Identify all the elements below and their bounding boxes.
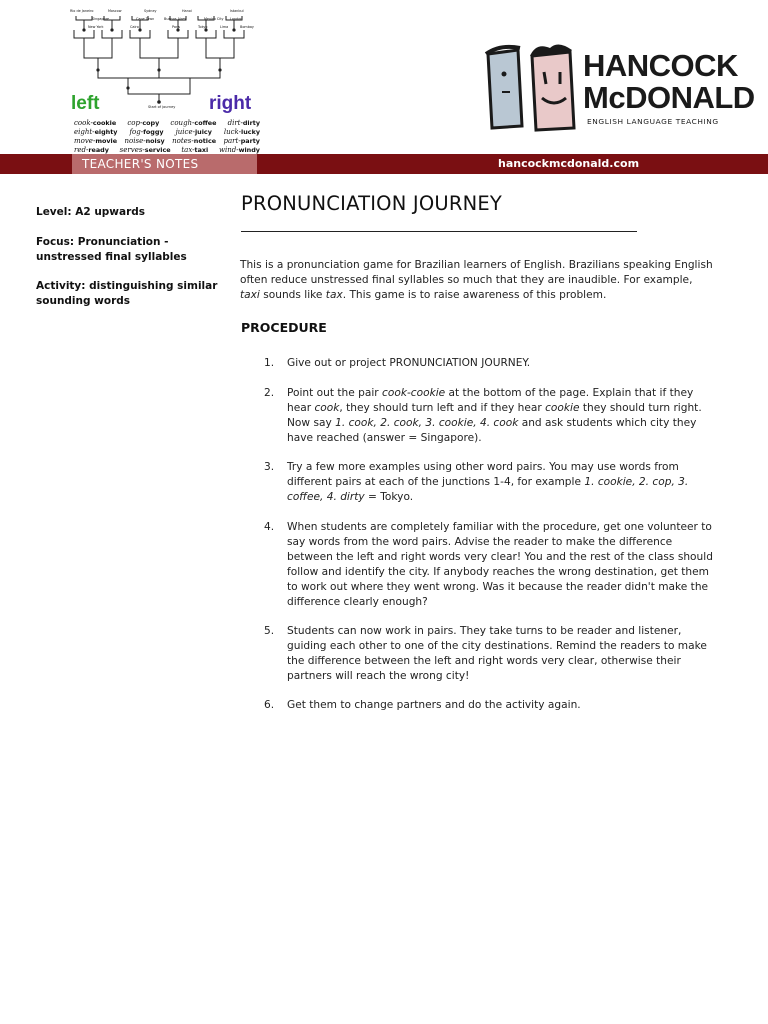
city-label: Buenos Aires	[164, 17, 187, 21]
start-of-journey-label: Start of journey	[148, 105, 176, 109]
step-number: 2.	[264, 387, 275, 399]
page-title: PRONUNCIATION JOURNEY	[241, 192, 503, 215]
word-pair: part-party	[223, 137, 260, 145]
step-number: 6.	[264, 699, 275, 711]
city-label: Cape Town	[136, 17, 155, 21]
focus-info: Focus: Pronunciation - unstressed final syllables	[36, 236, 187, 263]
brand-tagline: ENGLISH LANGUAGE TEACHING	[587, 117, 719, 126]
city-label: Lima	[220, 25, 229, 29]
step-text: Students can now work in pairs. They take turns to be reader and listener, guiding each other to one of the city destinations. Remind the readers to make the difference between the left and right words very clear, otherwise their partners will reach the wrong city!	[287, 625, 707, 682]
word-pair: noise-noisy	[124, 137, 165, 145]
word-pair: red-ready	[74, 146, 109, 154]
city-label: Istanbul	[230, 9, 244, 13]
step-number: 5.	[264, 625, 275, 637]
word-pair: fog-foggy	[129, 128, 164, 136]
word-pair: cook-cookie	[74, 119, 117, 127]
word-pair: cop-copy	[127, 119, 160, 127]
city-label: Singapore	[92, 17, 110, 21]
cartoon-faces-icon	[480, 42, 580, 134]
city-label: Bombay	[240, 25, 254, 29]
city-label: New York	[88, 25, 104, 29]
word-pair: dirt-dirty	[227, 119, 260, 127]
brand-line-1: HANCOCK	[583, 48, 738, 83]
city-label: Moscow	[108, 9, 122, 13]
journey-thumbnail	[70, 6, 258, 154]
city-label: Rio de Janeiro	[70, 9, 94, 13]
city-label: London	[230, 17, 243, 21]
step-number: 4.	[264, 521, 275, 533]
word-pair: juice-juicy	[175, 128, 212, 136]
city-label: Hanoi	[182, 9, 192, 13]
step-number: 1.	[264, 357, 275, 369]
activity-info: Activity: distinguishing similar sounding words	[36, 280, 218, 307]
teachers-notes-tab	[72, 154, 257, 174]
city-label: Tokyo	[198, 25, 208, 29]
word-pair: move-movie	[74, 137, 118, 145]
word-pair-row	[74, 137, 260, 146]
step-text: Point out the pair cook-cookie at the bottom of the page. Explain that if they hear cook, they should turn left and if they hear cookie they should turn right. Now say 1. cook, 2. cook, 3. cookie, 4. cook and ask students which city they have reached (answer = Singapore).	[287, 387, 702, 444]
intro-paragraph: This is a pronunciation game for Brazilian learners of English. Brazilians speaking English often reduce unstressed final syllables so much that they are inaudible. For example, taxi sounds like tax. This game is to raise awareness of this problem.	[240, 259, 713, 301]
city-label: Sydney	[144, 9, 157, 13]
word-pair-row	[74, 128, 260, 137]
brand-line-2: McDONALD	[583, 80, 755, 115]
step-text: Try a few more examples using other word pairs. You may use words from different pairs at each of the junctions 1-4, for example 1. cookie, 2. cop, 3. coffee, 4. dirty = Tokyo.	[287, 461, 689, 503]
word-pair: serves-service	[119, 146, 171, 154]
teachers-notes-label: TEACHER'S NOTES	[82, 157, 199, 171]
right-label: right	[209, 93, 252, 114]
word-pair: wind-windy	[218, 146, 260, 154]
word-pairs-list	[74, 119, 260, 155]
procedure-heading: PROCEDURE	[241, 320, 327, 335]
title-underline	[241, 231, 637, 232]
word-pair: notes-notice	[172, 137, 217, 145]
city-label: Cairo	[130, 25, 139, 29]
word-pair: tax-taxi	[181, 146, 209, 154]
word-pair: eight-eighty	[74, 128, 118, 136]
step-number: 3.	[264, 461, 275, 473]
hancock-mcdonald-logo	[480, 42, 755, 134]
website-link[interactable]: hancockmcdonald.com	[498, 157, 640, 170]
step-text: Get them to change partners and do the activity again.	[287, 699, 581, 711]
step-text: Give out or project PRONUNCIATION JOURNEY.	[287, 357, 531, 369]
word-pair: cough-coffee	[170, 119, 217, 127]
step-text: When students are completely familiar with the procedure, get one volunteer to say words from the word pairs. Advise the reader to make the difference between the left and right words very clear! You and the rest of the class should follow and identify the city. If anybody reaches the wrong destination, get them to work out where they went wrong. Was it because the reader didn't make the difference clearly enough?	[287, 521, 713, 608]
city-label: Mexico City	[204, 17, 224, 21]
left-label: left	[71, 93, 100, 114]
city-label: Paris	[172, 25, 181, 29]
level-info: Level: A2 upwards	[36, 206, 146, 218]
word-pair-row	[74, 119, 260, 128]
word-pair: luck-lucky	[223, 128, 260, 136]
